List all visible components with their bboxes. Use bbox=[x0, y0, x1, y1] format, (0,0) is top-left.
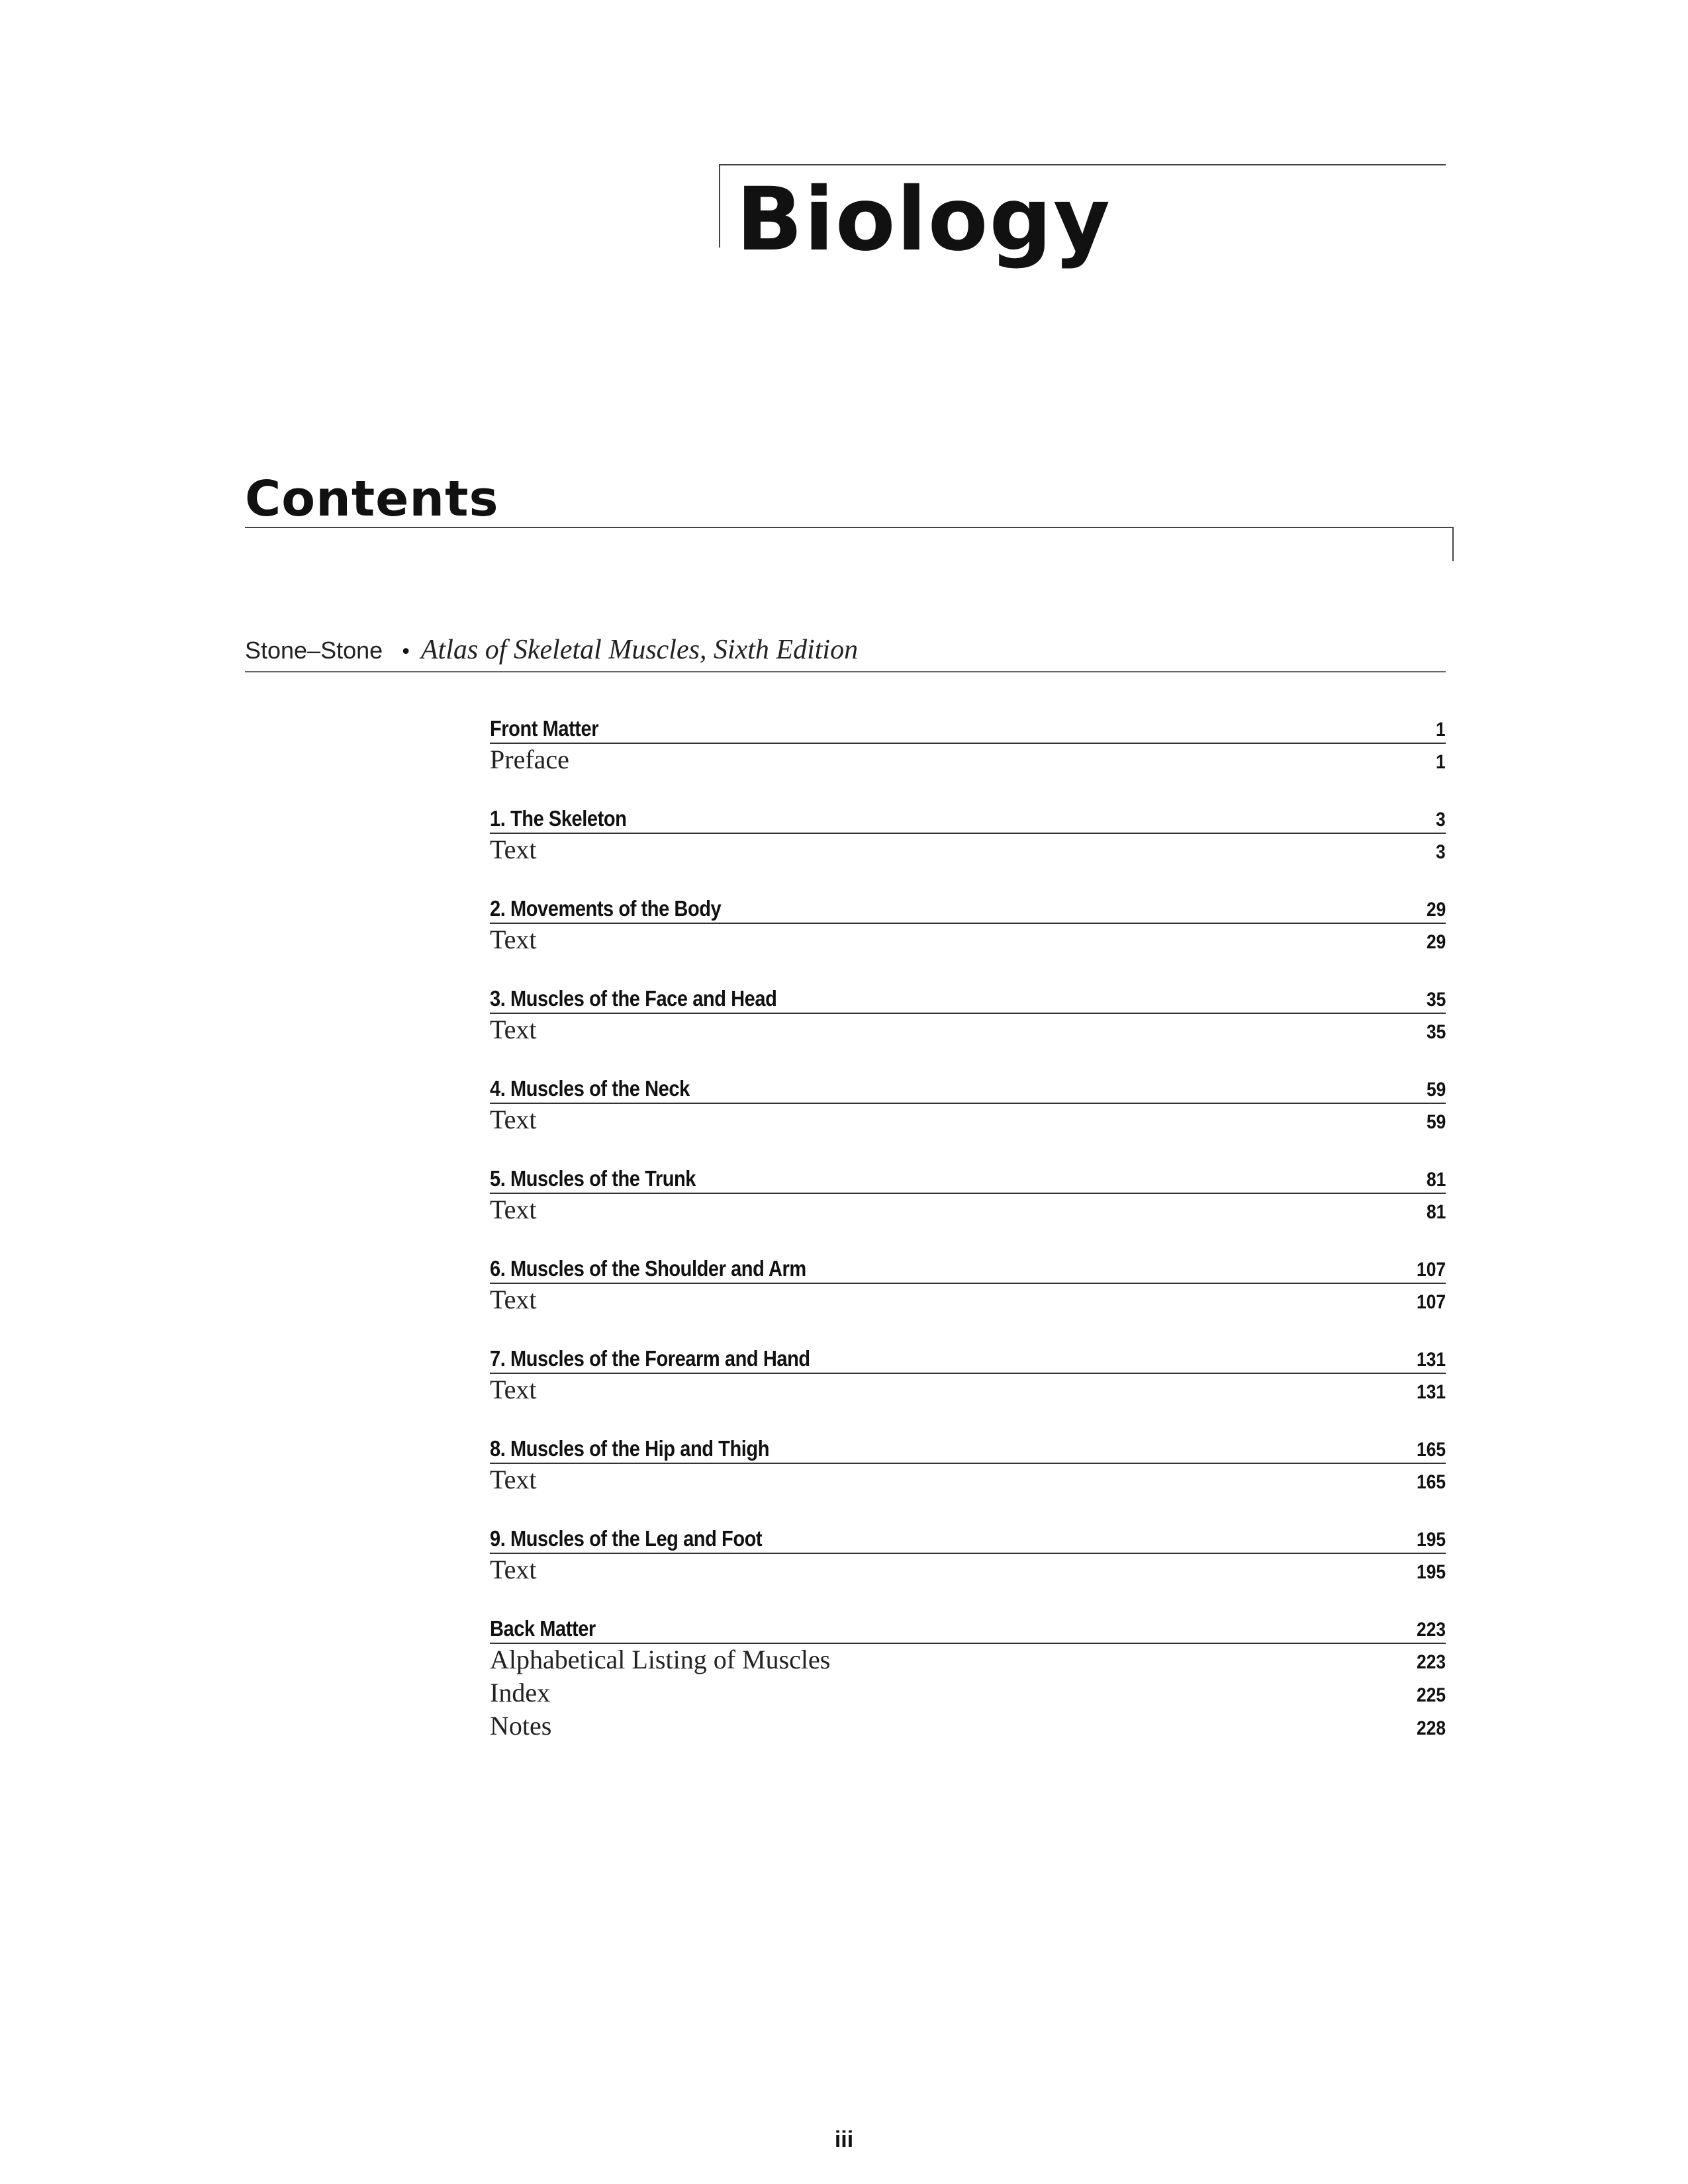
section-page-number: 195 bbox=[1416, 1529, 1446, 1551]
entry-title: Alphabetical Listing of Muscles bbox=[490, 1645, 831, 1674]
toc-section bbox=[490, 801, 1446, 867]
entry-page-number: 3 bbox=[1436, 841, 1446, 863]
page-number: iii bbox=[834, 2127, 854, 2152]
contents-heading: Contents bbox=[245, 471, 499, 527]
entry-page-number: 165 bbox=[1416, 1471, 1446, 1493]
toc-section bbox=[490, 1251, 1446, 1317]
section-title: Front Matter bbox=[490, 716, 599, 741]
section-page-number: 29 bbox=[1426, 899, 1446, 921]
toc-entry[interactable] bbox=[490, 1644, 1446, 1677]
entry-page-number: 223 bbox=[1416, 1651, 1446, 1673]
section-title: 4. Muscles of the Neck bbox=[490, 1076, 690, 1101]
section-page-number: 1 bbox=[1436, 719, 1446, 741]
section-title: 5. Muscles of the Trunk bbox=[490, 1166, 696, 1191]
toc-entry[interactable] bbox=[490, 1554, 1446, 1587]
toc-section-header[interactable] bbox=[490, 711, 1446, 744]
section-title: 6. Muscles of the Shoulder and Arm bbox=[490, 1256, 806, 1281]
entry-title: Notes bbox=[490, 1711, 552, 1741]
section-title: 1. The Skeleton bbox=[490, 806, 627, 831]
section-page-number: 165 bbox=[1416, 1439, 1446, 1461]
entry-page-number: 228 bbox=[1416, 1717, 1446, 1739]
entry-title: Preface bbox=[490, 745, 569, 774]
contents-rule-tick bbox=[1452, 527, 1454, 561]
toc-section-header[interactable] bbox=[490, 1251, 1446, 1284]
toc-section bbox=[490, 981, 1446, 1047]
entry-title: Text bbox=[490, 1105, 537, 1134]
section-page-number: 107 bbox=[1416, 1259, 1446, 1281]
section-page-number: 223 bbox=[1416, 1619, 1446, 1641]
entry-title: Text bbox=[490, 835, 537, 864]
toc-section-header[interactable] bbox=[490, 1431, 1446, 1464]
entry-page-number: 225 bbox=[1416, 1684, 1446, 1706]
toc-entry[interactable] bbox=[490, 1464, 1446, 1497]
toc-section bbox=[490, 711, 1446, 777]
section-title: 9. Muscles of the Leg and Foot bbox=[490, 1526, 763, 1551]
table-of-contents bbox=[490, 711, 1446, 1767]
entry-page-number: 107 bbox=[1416, 1291, 1446, 1313]
toc-section bbox=[490, 1161, 1446, 1227]
entry-page-number: 59 bbox=[1426, 1111, 1446, 1133]
toc-section-header[interactable] bbox=[490, 1611, 1446, 1644]
toc-section-header[interactable] bbox=[490, 1341, 1446, 1374]
toc-section bbox=[490, 1431, 1446, 1497]
bullet-separator: • bbox=[400, 641, 412, 664]
entry-page-number: 1 bbox=[1436, 751, 1446, 773]
section-page-number: 35 bbox=[1426, 989, 1446, 1011]
toc-entry[interactable] bbox=[490, 1104, 1446, 1137]
title-rule-left bbox=[719, 164, 720, 248]
toc-section bbox=[490, 1521, 1446, 1587]
toc-entry[interactable] bbox=[490, 1374, 1446, 1407]
toc-entry[interactable] bbox=[490, 1014, 1446, 1047]
toc-entry[interactable] bbox=[490, 834, 1446, 867]
entry-title: Text bbox=[490, 925, 537, 954]
toc-entry[interactable] bbox=[490, 1284, 1446, 1317]
section-title: 3. Muscles of the Face and Head bbox=[490, 986, 777, 1011]
section-title: 7. Muscles of the Forearm and Hand bbox=[490, 1346, 810, 1371]
book-title: Biology bbox=[736, 169, 1112, 271]
section-page-number: 3 bbox=[1436, 809, 1446, 831]
title-rule-top bbox=[719, 164, 1446, 165]
entry-title: Text bbox=[490, 1555, 537, 1584]
entry-title: Text bbox=[490, 1015, 537, 1044]
section-page-number: 59 bbox=[1426, 1079, 1446, 1101]
section-title: 2. Movements of the Body bbox=[490, 896, 722, 921]
section-page-number: 131 bbox=[1416, 1349, 1446, 1371]
section-page-number: 81 bbox=[1426, 1169, 1446, 1191]
entry-title: Text bbox=[490, 1195, 537, 1224]
toc-section bbox=[490, 1341, 1446, 1407]
entry-title: Index bbox=[490, 1678, 551, 1707]
toc-section bbox=[490, 1611, 1446, 1743]
book-line bbox=[245, 634, 1446, 672]
toc-section-header[interactable] bbox=[490, 1161, 1446, 1194]
toc-section-header[interactable] bbox=[490, 1071, 1446, 1104]
toc-section-header[interactable] bbox=[490, 891, 1446, 924]
entry-page-number: 195 bbox=[1416, 1561, 1446, 1583]
toc-section-header[interactable] bbox=[490, 1521, 1446, 1554]
toc-entry[interactable] bbox=[490, 924, 1446, 957]
entry-page-number: 131 bbox=[1416, 1381, 1446, 1403]
toc-section-header[interactable] bbox=[490, 801, 1446, 834]
entry-title: Text bbox=[490, 1465, 537, 1494]
entry-page-number: 29 bbox=[1426, 931, 1446, 953]
authors: Stone–Stone bbox=[245, 637, 383, 664]
toc-section-header[interactable] bbox=[490, 981, 1446, 1014]
entry-title: Text bbox=[490, 1285, 537, 1314]
toc-section bbox=[490, 891, 1446, 957]
toc-entry[interactable] bbox=[490, 1194, 1446, 1227]
toc-entry[interactable] bbox=[490, 1710, 1446, 1743]
entry-page-number: 81 bbox=[1426, 1201, 1446, 1223]
contents-rule bbox=[245, 527, 1454, 528]
book-name: Atlas of Skeletal Muscles, Sixth Edition bbox=[420, 635, 859, 665]
toc-entry[interactable] bbox=[490, 1677, 1446, 1710]
entry-title: Text bbox=[490, 1375, 537, 1404]
section-title: 8. Muscles of the Hip and Thigh bbox=[490, 1436, 770, 1461]
entry-page-number: 35 bbox=[1426, 1021, 1446, 1043]
toc-entry[interactable] bbox=[490, 744, 1446, 777]
section-title: Back Matter bbox=[490, 1616, 596, 1641]
toc-section bbox=[490, 1071, 1446, 1137]
